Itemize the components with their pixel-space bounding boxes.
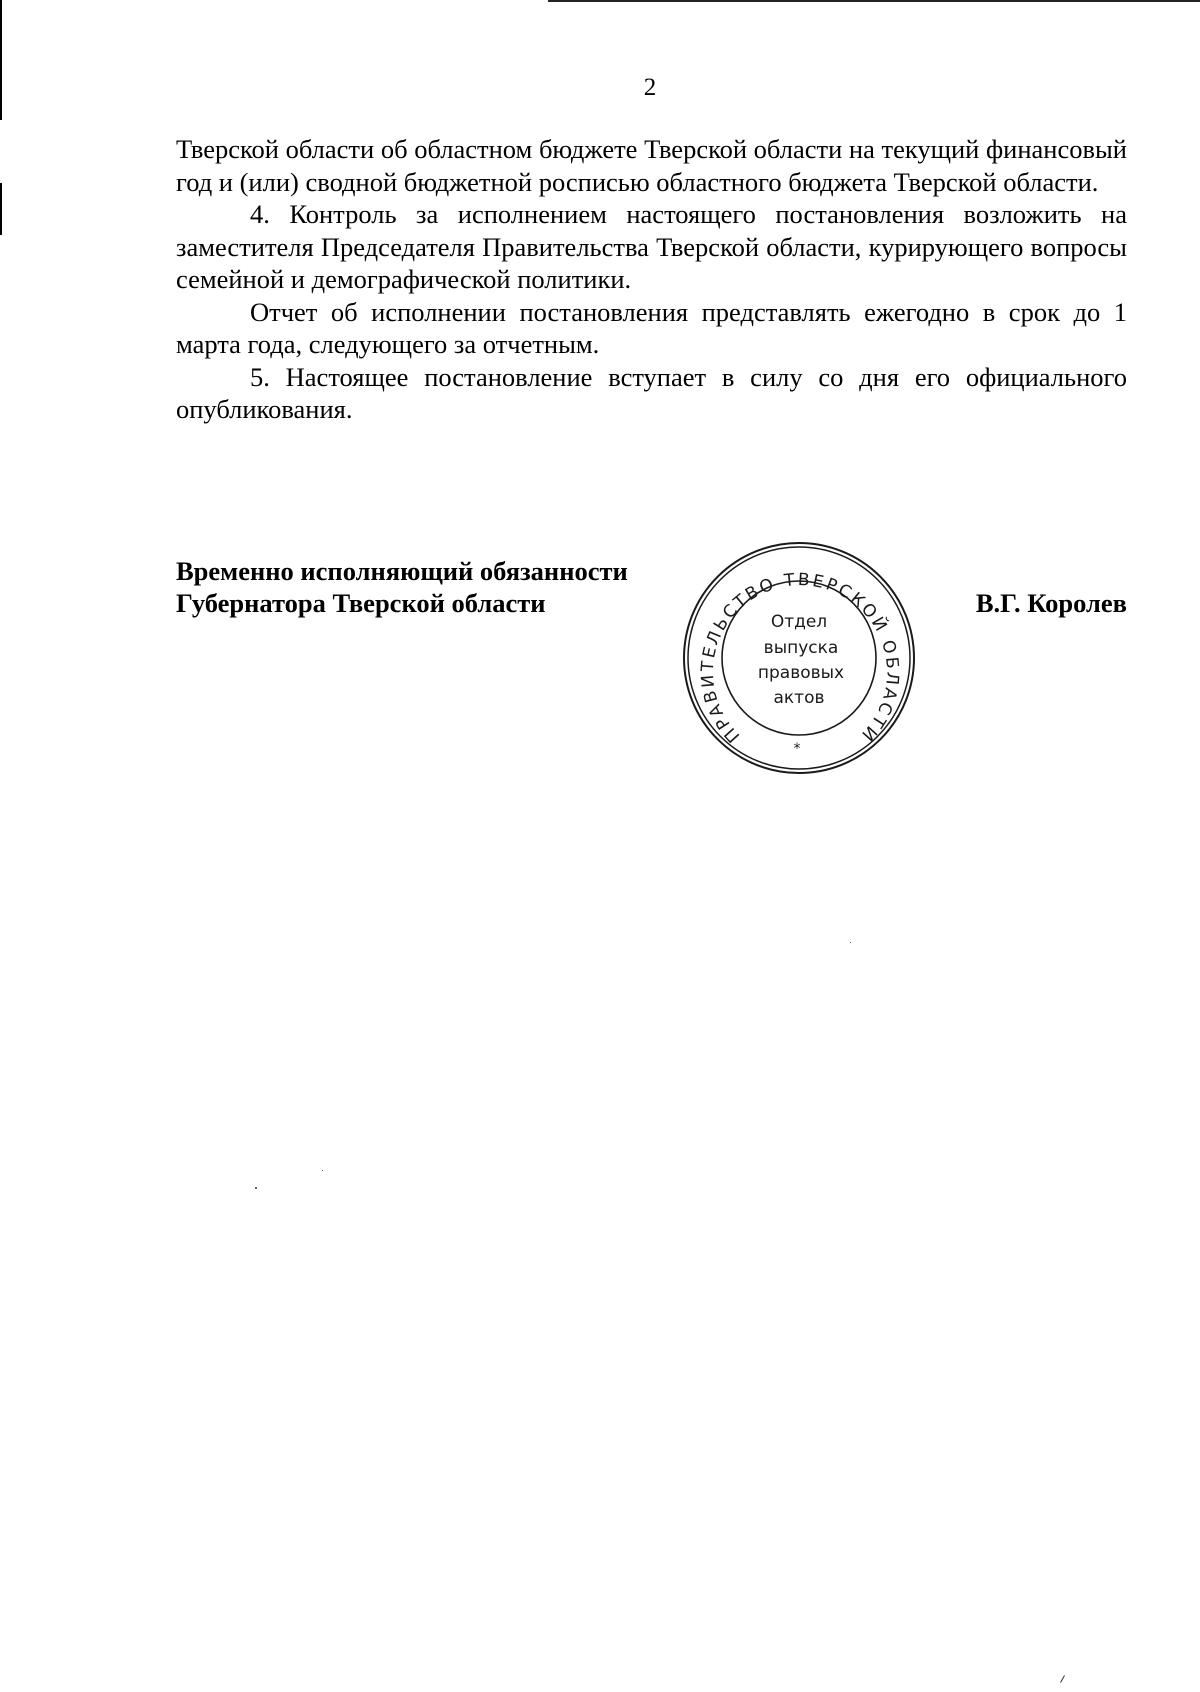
stamp-star: *: [793, 741, 801, 757]
stamp-center-line-2: выпуска: [763, 638, 839, 658]
document-body: [176, 133, 1127, 426]
signatory-position-line-2: Губернатора Тверской области: [176, 588, 546, 618]
paragraph-item-5: 5. Настоящее постановление вступает в силу со дня его официального опубликования.: [176, 361, 1127, 424]
signatory-name: В.Г. Королев: [975, 588, 1127, 618]
official-stamp: [682, 541, 916, 775]
stamp-center-line-4: актов: [773, 688, 825, 708]
stamp-center-line-3: правовых: [757, 663, 845, 683]
paragraph-continuation: Тверской области об областном бюджете Тверской области на текущий финансовый год и (или) сводной бюджетной росписью областного бюджета Тверской области.: [176, 134, 1127, 197]
paragraph-report: Отчет об исполнении постановления представлять ежегодно в срок до 1 марта года, следующего за отчетным.: [176, 296, 1127, 359]
scan-speck: [850, 942, 851, 943]
page-number: 2: [643, 74, 657, 101]
scan-speck: [255, 1187, 257, 1189]
scan-edge-mark-middle: [0, 183, 2, 235]
scan-speck: [1060, 1675, 1065, 1682]
signatory-position-line-1: Временно исполняющий обязанности: [176, 556, 628, 586]
scan-top-border: [548, 0, 1200, 2]
scan-speck: [322, 1170, 323, 1171]
signatory-position: [176, 555, 628, 619]
paragraph-item-4: 4. Контроль за исполнением настоящего постановления возложить на заместителя Председателя Правительства Тверской области, курирующего вопросы семейной и демографической политики.: [176, 199, 1127, 294]
stamp-ring-text: ПРАВИТЕЛЬСТВО ТВЕРСКОЙ ОБЛАСТИ: [697, 569, 903, 747]
stamp-center-line-1: Отдел: [770, 612, 828, 632]
scan-edge-mark-top: [0, 0, 2, 120]
